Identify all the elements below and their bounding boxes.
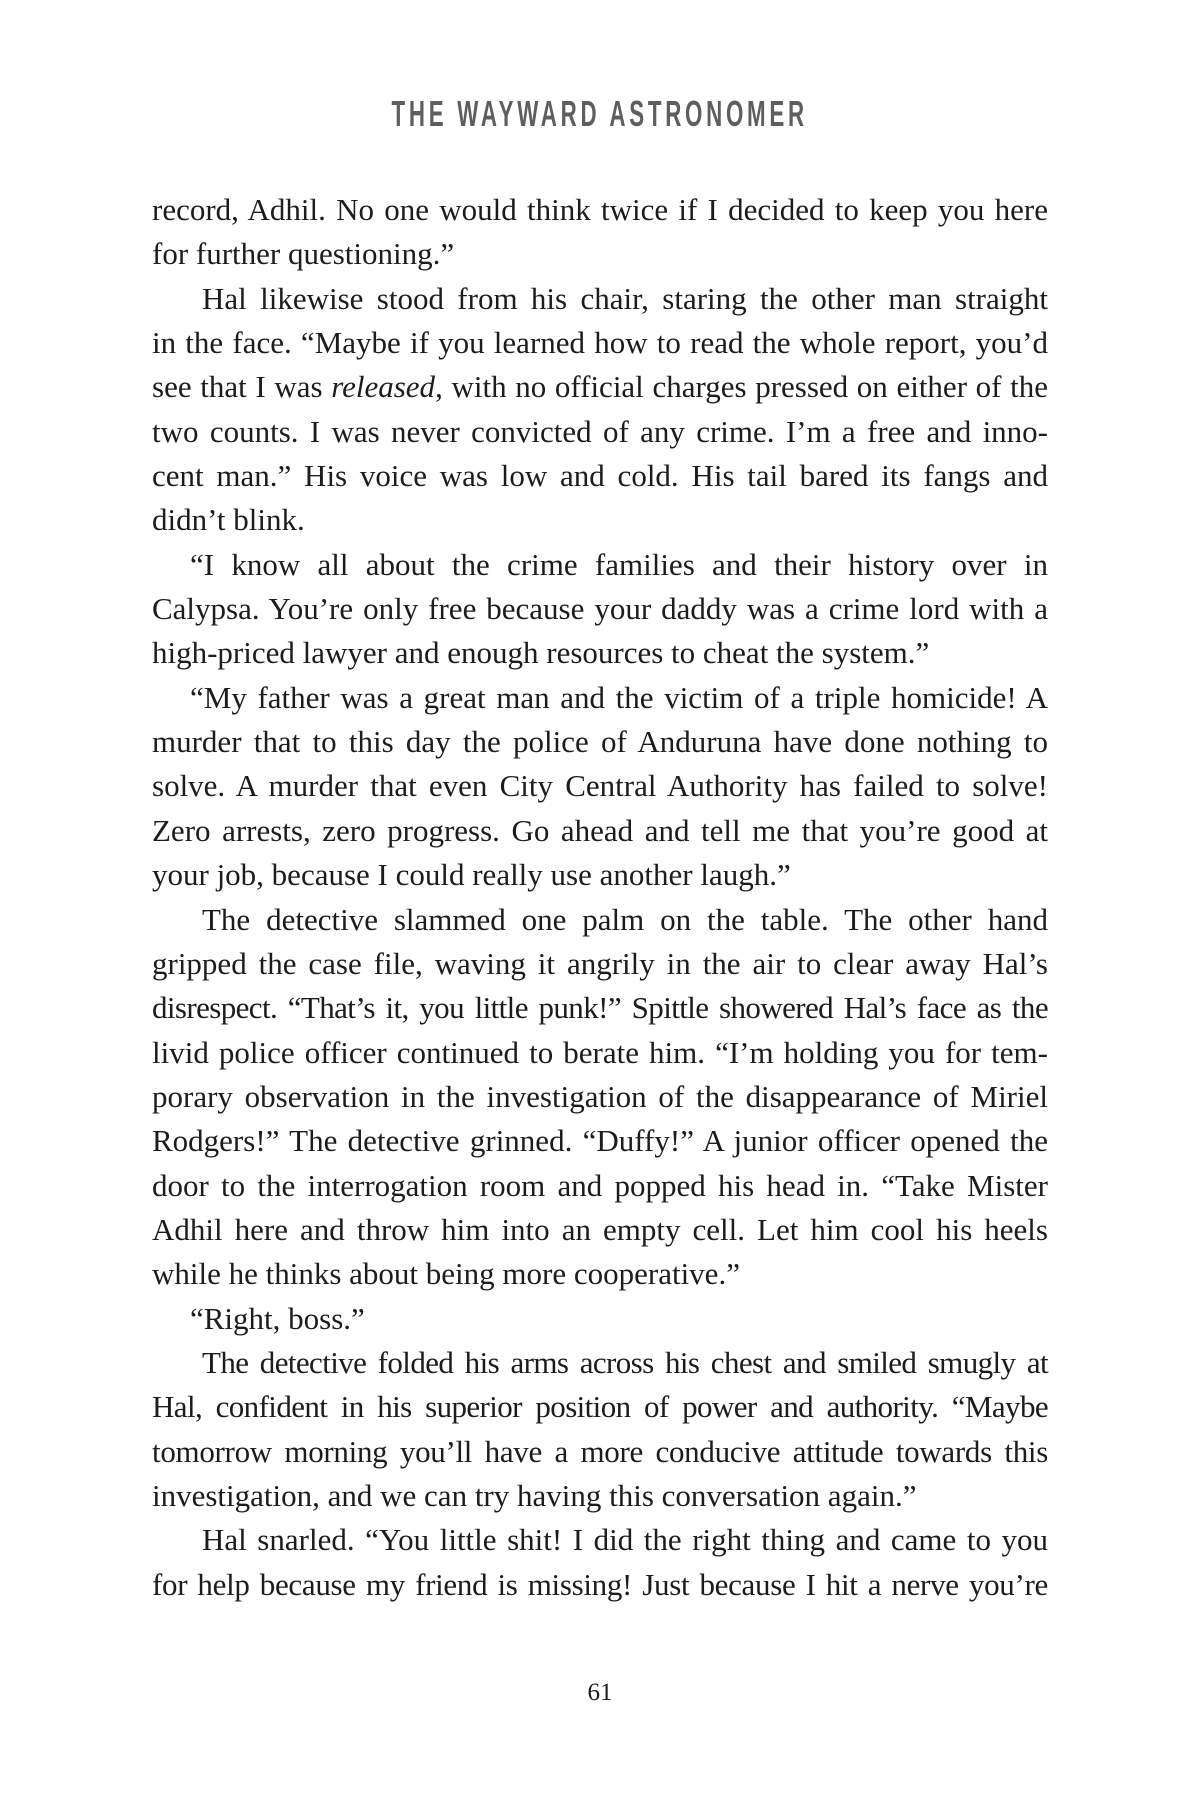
text-line [152,764,1048,808]
text-line [152,720,1048,764]
text-line [152,543,1048,587]
text-line-content: Hal likewise stood from his chair, staring the other man straight [202,280,1048,316]
text-line-content: solve. A murder that even City Central Authority has failed to solve! [152,768,1048,804]
body-text [152,188,1048,1607]
text-line-content: Rodgers!” The detective grinned. “Duffy!” A junior officer opened the [152,1123,1048,1159]
text-line [152,1031,1048,1075]
text-line-content: high-priced lawyer and enough resources to cheat the system.” [152,635,930,671]
text-line-content: Calypsa. You’re only free because your daddy was a crime lord with a [152,591,1048,627]
text-line-content: for further questioning.” [152,236,455,272]
text-line [152,1341,1048,1385]
text-line-content [152,365,1048,409]
text-line [152,1297,1048,1341]
text-line-content: Adhil here and throw him into an empty cell. Let him cool his heels [152,1211,1048,1247]
text-line [152,853,1048,897]
text-line [152,188,1048,232]
text-line [152,410,1048,454]
page-number: 61 [587,1679,613,1706]
text-line [152,809,1048,853]
text-segment: , with no official charges pressed on either of the [435,369,1048,405]
text-line-content: Zero arrests, zero progress. Go ahead and tell me that you’re good at [152,812,1048,848]
italic-emphasis: released [331,369,436,405]
text-line-content: porary observation in the investigation of the disappearance of Miriel [152,1078,1048,1114]
text-line-content: door to the interrogation room and popped his head in. “Take Mister [152,1167,1048,1203]
text-line [152,631,1048,675]
text-line [152,498,1048,542]
text-line [152,986,1048,1030]
text-line [152,1474,1048,1518]
text-line [152,676,1048,720]
text-line-content: cent man.” His voice was low and cold. His tail bared its fangs and [152,458,1048,494]
text-line [152,1385,1048,1429]
text-line [152,587,1048,631]
text-line-content: your job, because I could really use another laugh.” [152,857,791,893]
text-line-content: in the face. “Maybe if you learned how to read the whole report, you’d [152,325,1048,361]
text-line [152,454,1048,498]
text-line [152,321,1048,365]
text-line-content: while he thinks about being more cooperative.” [152,1256,740,1292]
text-line-content: gripped the case file, waving it angrily in the air to clear away Hal’s [152,945,1048,981]
text-line [152,1164,1048,1208]
text-line-content: “My father was a great man and the victim of a triple homicide! A [190,679,1048,715]
text-line [152,942,1048,986]
text-line [152,277,1048,321]
text-line-content: investigation, and we can try having this conversation again.” [152,1477,917,1513]
text-line-content: didn’t blink. [152,502,305,538]
text-line-content: The detective folded his arms across his chest and smiled smugly at [202,1344,1048,1380]
text-line-content: for help because my friend is missing! Just because I hit a nerve you’re [152,1566,1048,1602]
text-line-content: “I know all about the crime families and their history over in [190,546,1048,582]
text-line-content: livid police officer continued to berate him. “I’m holding you for tem- [152,1034,1048,1070]
text-line-content: “Right, boss.” [190,1300,365,1336]
text-line [152,1252,1048,1296]
text-line-content: disrespect. “That’s it, you little punk!” Spittle showered Hal’s face as the [152,990,1048,1026]
text-line [152,1075,1048,1119]
text-line [152,365,1048,409]
text-line [152,898,1048,942]
text-line-content: Hal, confident in his superior position of power and authority. “Maybe [152,1389,1048,1425]
text-line [152,1563,1048,1607]
text-line-content: The detective slammed one palm on the table. The other hand [202,901,1048,937]
text-line [152,1119,1048,1163]
text-line-content: murder that to this day the police of Anduruna have done nothing to [152,724,1048,760]
text-line-content: record, Adhil. No one would think twice if I decided to keep you here [152,192,1048,227]
running-head-title: THE WAYWARD ASTRONOMER [391,93,809,134]
text-segment: see that I was [152,369,332,405]
text-line-content: Hal snarled. “You little shit! I did the right thing and came to you [202,1522,1048,1558]
running-head [0,93,1200,134]
text-line [152,1208,1048,1252]
text-line [152,232,1048,276]
text-line-content: tomorrow morning you’ll have a more conducive attitude towards this [152,1433,1048,1469]
text-line [152,1518,1048,1562]
text-line-content: two counts. I was never convicted of any crime. I’m a free and inno- [152,413,1048,449]
text-line [152,1430,1048,1474]
